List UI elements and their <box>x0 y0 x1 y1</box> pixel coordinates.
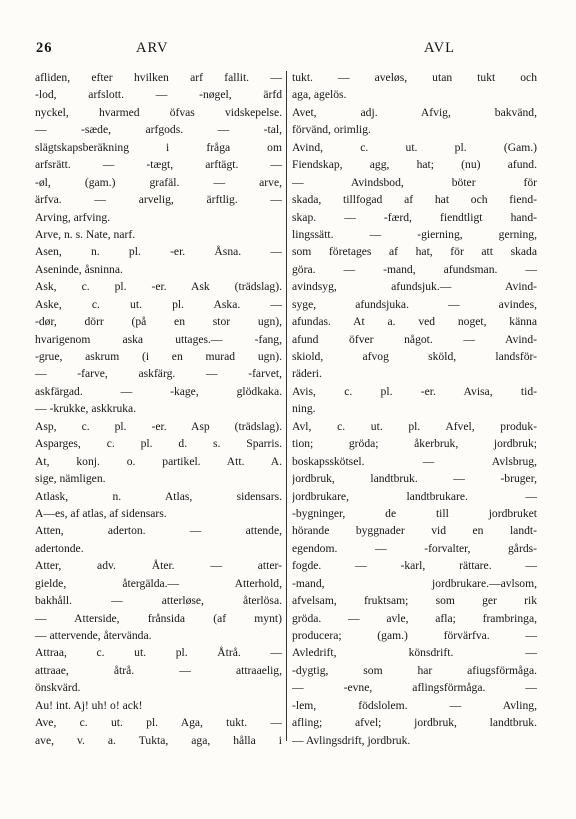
text-line: tukt. — aveløs, utan tukt och <box>292 71 537 84</box>
text-line: gielde, återgälda.— Atterhold, <box>35 576 282 590</box>
text-line: askfärgad. — -kage, glödkaka. <box>35 384 282 398</box>
text-line: Arve, n. s. Nate, narf. <box>35 227 136 241</box>
text-line: ning. <box>292 402 316 416</box>
text-line: Avledrift, könsdrift. — <box>292 646 537 660</box>
text-line: hörande byggnader vid en landt- <box>292 524 537 538</box>
text-line: Ask, c. pl. -er. Ask (trädslag). <box>35 280 282 294</box>
text-line: ärfva. — arvelig, ärftlig. — <box>35 193 282 207</box>
text-line: gröda. — avle, afla; frambringa, <box>292 611 537 625</box>
text-line: önskvärd. <box>35 681 81 695</box>
text-line: Attraa, c. ut. pl. Åtrå. — <box>35 646 282 660</box>
text-line: Ave, c. ut. pl. Aga, tukt. — <box>35 716 282 730</box>
page-number: 26 <box>36 40 53 56</box>
text-line: som företages af hat, för att skada <box>292 245 537 259</box>
text-line: boskapsskötsel. — Avlsbrug, <box>292 454 537 468</box>
text-line: Fiendskap, agg, hat; (nu) afund. <box>292 158 537 172</box>
text-line: arfsrätt. — -tægt, arftägt. — <box>35 158 282 172</box>
text-line: Asparges, c. pl. d. s. Sparris. <box>35 437 282 451</box>
text-line: — Avindsbod, böter för <box>292 175 537 189</box>
text-line: egendom. — -forvalter, gårds- <box>292 541 537 555</box>
text-line: Avind, c. ut. pl. (Gam.) <box>292 140 537 154</box>
text-line: -øl, (gam.) grafäl. — arve, <box>35 175 282 189</box>
text-line: Asp, c. pl. -er. Asp (trädslag). <box>35 419 282 433</box>
text-line: avindsyg, afundsjuk.— Avind- <box>292 280 537 294</box>
text-line: afliden, efter hvilken arf fallit. — <box>35 71 282 84</box>
text-line: -dør, dörr (på en stor ugn), <box>35 315 282 329</box>
text-line: förvänd, orimlig. <box>292 123 371 137</box>
text-line: aga, agelös. <box>292 88 347 102</box>
text-line: slägtskapsberäkning i fråga om <box>35 140 282 154</box>
page-header <box>36 40 536 62</box>
text-line: -grue, askrum (i en murad ugn). <box>35 350 282 363</box>
text-line: Avl, c. ut. pl. Afvel, produk- <box>292 419 537 433</box>
text-line: Asen, n. pl. -er. Åsna. — <box>35 245 282 259</box>
left-column <box>35 69 282 749</box>
text-line: — Atterside, frånsida (af mynt) <box>35 611 282 625</box>
text-line: afundas. At a. ved noget, känna <box>292 315 537 329</box>
text-line: afling; afvel; jordbruk, landtbruk. <box>292 716 537 730</box>
text-line: nyckel, hvarmed öfvas vidskepelse. <box>35 105 282 119</box>
text-line: Avis, c. pl. -er. Avisa, tid- <box>292 384 537 398</box>
text-line: afvelsam, fruktsam; som ger rik <box>292 594 537 608</box>
column-divider <box>286 71 287 741</box>
text-line: — -sæde, arfgods. — -tal, <box>35 123 282 137</box>
text-line: Atter, adv. Åter. — atter- <box>35 559 282 573</box>
text-line: skiold, afvog sköld, landsför- <box>292 350 537 363</box>
text-line: -bygninger, de till jordbruket <box>292 506 537 520</box>
text-line: tion; gröda; åkerbruk, jordbruk; <box>292 437 537 451</box>
text-line: hvarigenom aska uttages.— -fang, <box>35 332 282 346</box>
text-line: adertonde. <box>35 541 84 555</box>
text-line: producera; (gam.) förvärfva. — <box>292 629 537 642</box>
text-line: Avet, adj. Afvig, bakvänd, <box>292 105 537 119</box>
left-guide-word: ARV <box>136 40 169 56</box>
text-line: sige, nämligen. <box>35 472 106 486</box>
text-line: Atlask, n. Atlas, sidensars. <box>35 489 282 503</box>
text-line: göra. — -mand, afundsman. — <box>292 262 537 276</box>
text-line: ave, v. a. Tukta, aga, hålla i <box>35 733 282 747</box>
text-line: Aske, c. ut. pl. Aska. — <box>35 297 282 311</box>
text-line: — attervende, återvända. <box>35 629 152 642</box>
text-line: Atten, aderton. — attende, <box>35 524 282 538</box>
text-line: attraae, åtrå. — attraaelig, <box>35 663 282 677</box>
text-line: A—es, af atlas, af sidensars. <box>35 506 167 520</box>
text-line: -lod, arfslott. — -nøgel, ärfd <box>35 88 282 102</box>
text-line: At, konj. o. partikel. Att. A. <box>35 454 282 468</box>
text-line: jordbrukare, landtbrukare. — <box>292 489 537 503</box>
dictionary-columns <box>35 69 539 749</box>
text-line: — -farve, askfärg. — -farvet, <box>35 367 282 381</box>
text-line: — -evne, aflingsförmåga. — <box>292 681 537 695</box>
text-line: afund öfver något. — Avind- <box>292 332 537 346</box>
text-line: räderi. <box>292 367 322 381</box>
text-line: bakhåll. — atterløse, återlösa. <box>35 594 282 608</box>
text-line: syge, afundsjuka. — avindes, <box>292 297 537 311</box>
text-line: skap. — -færd, fiendtligt hand- <box>292 210 537 224</box>
text-line: -dygtig, som har afiugsförmåga. <box>292 663 537 677</box>
right-column <box>292 69 537 749</box>
text-line: — -krukke, askkruka. <box>35 402 137 416</box>
right-guide-word: AVL <box>424 40 455 56</box>
text-line: skada, tillfogad af hat och fiend- <box>292 193 537 207</box>
text-line: -lem, födslolem. — Avling, <box>292 698 537 712</box>
text-line: — Avlingsdrift, jordbruk. <box>292 733 411 747</box>
text-line: lingssätt. — -gierning, gerning, <box>292 227 537 241</box>
text-line: Arving, arfving. <box>35 210 111 224</box>
text-line: -mand, jordbrukare.—avlsom, <box>292 576 537 590</box>
text-line: jordbruk, landtbruk. — -bruger, <box>292 472 537 486</box>
text-line: Au! int. Aj! uh! o! ack! <box>35 698 143 712</box>
text-line: Aseninde, åsninna. <box>35 262 123 276</box>
text-line: fogde. — -karl, rättare. — <box>292 559 537 573</box>
